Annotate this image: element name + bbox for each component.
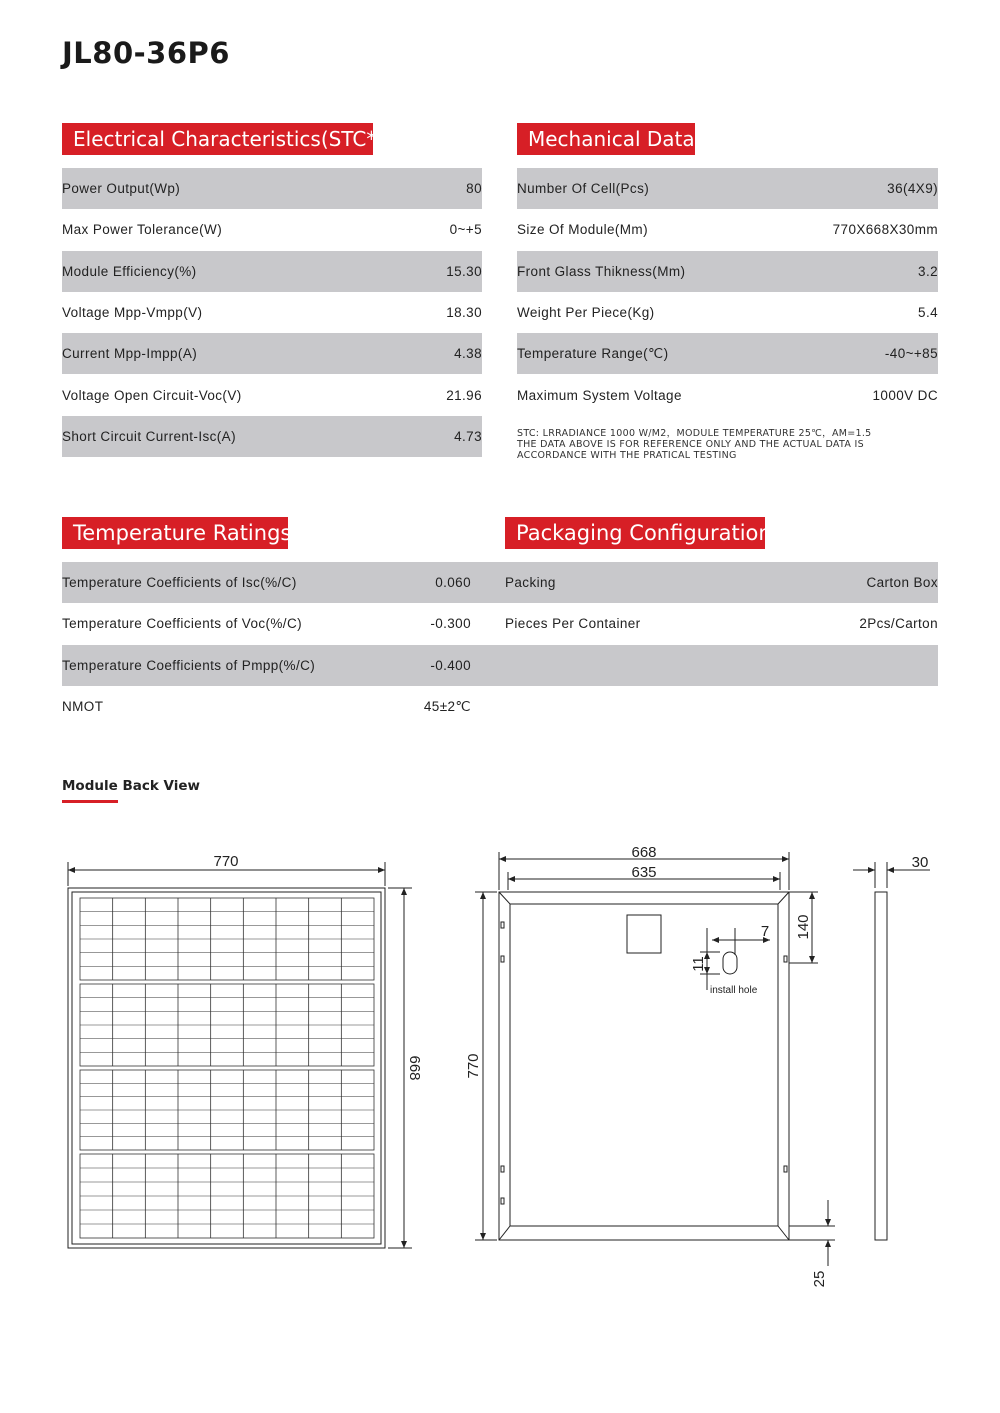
row-value: -0.400 bbox=[430, 657, 471, 673]
row-value: 21.96 bbox=[446, 387, 482, 403]
row-label: Temperature Coefficients of Voc(%/C) bbox=[62, 616, 302, 632]
row-value: 18.30 bbox=[446, 305, 482, 321]
front-view bbox=[68, 862, 412, 1248]
table-row bbox=[517, 292, 938, 333]
mechanical-table bbox=[517, 168, 938, 416]
row-label: Size Of Module(Mm) bbox=[517, 222, 648, 238]
hole-offset-label: 140 bbox=[795, 914, 812, 940]
cell-grid bbox=[80, 898, 374, 1238]
table-row bbox=[62, 333, 482, 374]
table-row bbox=[62, 209, 482, 250]
row-label: Module Efficiency(%) bbox=[62, 263, 197, 279]
packaging-heading: Packaging Configuration bbox=[505, 517, 765, 549]
note-line: STC: LRRADIANCE 1000 W/M2，MODULE TEMPERATURE 25℃，AM=1.5 bbox=[517, 428, 872, 439]
table-row bbox=[517, 251, 938, 292]
note-line: ACCORDANCE WITH THE PRATICAL TESTING bbox=[517, 450, 737, 462]
front-height-label: 668 bbox=[406, 1055, 423, 1081]
table-row bbox=[62, 374, 482, 415]
module-drawing bbox=[0, 830, 1000, 1300]
electrical-heading: Electrical Characteristics(STC*) bbox=[62, 123, 373, 155]
row-label: Packing bbox=[505, 575, 556, 591]
table-row bbox=[505, 562, 938, 603]
thickness-label: 30 bbox=[911, 854, 929, 871]
row-label: Number Of Cell(Pcs) bbox=[517, 181, 650, 197]
heading-underline bbox=[62, 800, 118, 803]
hole-height-label: 11 bbox=[690, 956, 707, 972]
bottom-offset-label: 25 bbox=[811, 1270, 828, 1288]
hole-width-label: 7 bbox=[760, 923, 770, 940]
row-label: Temperature Coefficients of Isc(%/C) bbox=[62, 575, 297, 591]
table-row bbox=[62, 416, 482, 457]
row-value: Carton Box bbox=[866, 575, 938, 591]
table-row bbox=[517, 209, 938, 250]
back-view-heading: Module Back View bbox=[62, 778, 201, 794]
electrical-table bbox=[62, 168, 482, 457]
row-label: Temperature Range(℃) bbox=[517, 345, 669, 361]
table-row bbox=[517, 374, 938, 415]
row-value: 3.2 bbox=[918, 263, 938, 279]
table-row bbox=[62, 645, 938, 686]
row-label: Voltage Open Circuit-Voc(V) bbox=[62, 387, 242, 403]
mechanical-heading: Mechanical Data bbox=[517, 123, 695, 155]
row-label: Pieces Per Container bbox=[505, 616, 641, 632]
table-row bbox=[62, 251, 482, 292]
row-value: -0.300 bbox=[430, 616, 471, 632]
row-label: Current Mpp-Impp(A) bbox=[62, 346, 198, 362]
row-value: 2Pcs/Carton bbox=[859, 616, 938, 632]
temperature-heading: Temperature Ratings bbox=[62, 517, 288, 549]
row-label: Voltage Mpp-Vmpp(V) bbox=[62, 305, 203, 321]
page-title: JL80-36P6 bbox=[62, 36, 230, 70]
note-line: THE DATA ABOVE IS FOR REFERENCE ONLY AND THE ACTUAL DATA IS bbox=[517, 439, 864, 451]
front-width-label: 770 bbox=[213, 853, 239, 870]
row-value: 770X668X30mm bbox=[832, 222, 938, 238]
side-view bbox=[853, 862, 930, 1240]
row-label: Front Glass Thikness(Mm) bbox=[517, 263, 686, 279]
back-view bbox=[475, 852, 835, 1266]
row-value: 45±2℃ bbox=[423, 698, 471, 714]
table-row bbox=[62, 686, 938, 727]
row-value: 5.4 bbox=[918, 305, 938, 321]
row-value: 0~+5 bbox=[449, 222, 482, 238]
row-value: 4.73 bbox=[454, 428, 482, 444]
row-label: Max Power Tolerance(W) bbox=[62, 222, 223, 238]
row-value: 4.38 bbox=[454, 346, 482, 362]
back-outer-width-label: 668 bbox=[631, 844, 657, 861]
row-label: NMOT bbox=[62, 699, 104, 715]
table-row bbox=[62, 292, 482, 333]
row-value: 80 bbox=[466, 181, 482, 197]
row-label: Weight Per Piece(Kg) bbox=[517, 305, 655, 321]
stc-note bbox=[517, 428, 872, 462]
table-row bbox=[517, 333, 938, 374]
row-label: Power Output(Wp) bbox=[62, 181, 181, 197]
row-value: -40~+85 bbox=[884, 346, 938, 362]
row-value: 1000V DC bbox=[872, 387, 938, 403]
table-row bbox=[505, 603, 938, 644]
back-inner-width-label: 635 bbox=[631, 864, 657, 881]
packaging-table bbox=[505, 562, 938, 645]
row-value: 15.30 bbox=[446, 263, 482, 279]
table-row bbox=[62, 168, 482, 209]
temperature-values bbox=[370, 562, 471, 727]
back-height-label: 770 bbox=[465, 1053, 482, 1079]
install-hole-label: install hole bbox=[710, 985, 758, 996]
row-label: Temperature Coefficients of Pmpp(%/C) bbox=[62, 657, 316, 673]
table-row bbox=[517, 168, 938, 209]
row-value: 36(4X9) bbox=[887, 181, 938, 197]
row-value: 0.060 bbox=[435, 575, 471, 591]
row-label: Maximum System Voltage bbox=[517, 387, 682, 403]
row-label: Short Circuit Current-Isc(A) bbox=[62, 428, 236, 444]
